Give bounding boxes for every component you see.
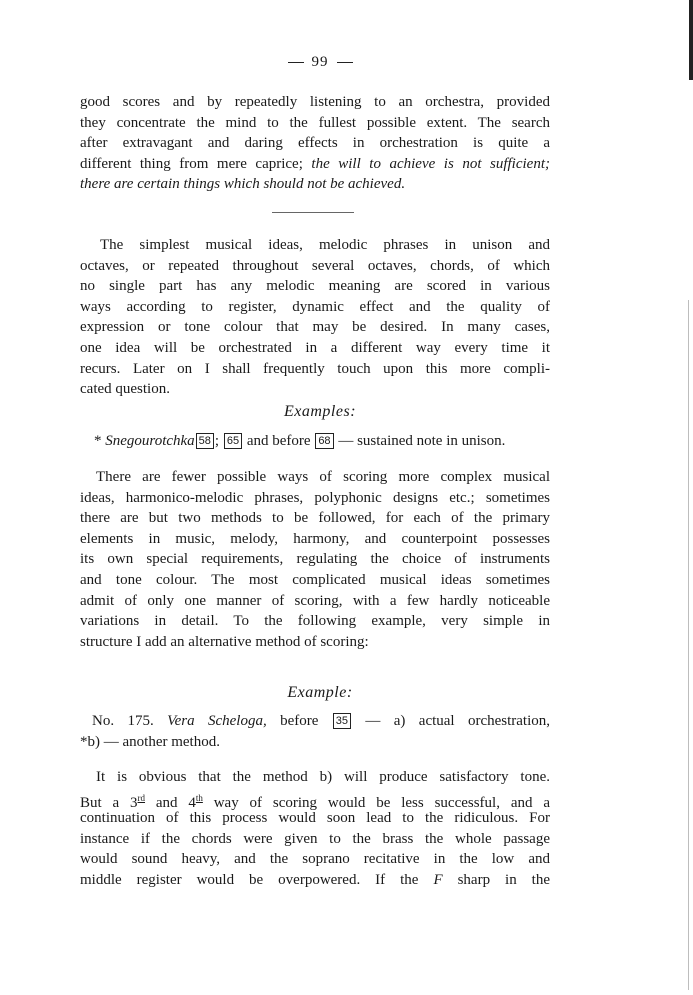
example-reference (80, 431, 550, 452)
text-line: No. 175. Vera Scheloga, before 35 — a) actual orchestration, (92, 713, 551, 729)
text-line: ideas, harmonico-melodic phrases, polyphonic designs etc.; sometimes (80, 489, 550, 506)
text-line: variations in detail. To the following example, very simple in (80, 613, 550, 630)
paragraph-2 (80, 235, 550, 400)
section-divider (272, 212, 354, 213)
text-line: and tone colour. The most complicated musical ideas sometimes (80, 571, 550, 588)
text-line: recurs. Later on I shall frequently touch upon this more compli- (80, 360, 550, 377)
text-line: would sound heavy, and the soprano recitative in the low and (80, 851, 550, 868)
text-line: It is obvious that the method b) will produce satisfactory tone. (96, 769, 550, 785)
text-line: There are fewer possible ways of scoring more complex musical (96, 469, 550, 485)
example-heading: Example: (287, 684, 353, 701)
example-no175 (80, 711, 550, 752)
text-line: good scores and by repeatedly listening to an orchestra, provided (80, 94, 550, 110)
text-line: different thing from mere caprice; the will to achieve is not sufficient; (80, 155, 550, 172)
text-line: middle register would be overpowered. If the F sharp in the (80, 871, 550, 888)
text-line: its own special requirements, regulating the choice of instruments (80, 551, 550, 568)
rehearsal-number: 58 (196, 433, 214, 449)
text-line: one idea will be orchestrated in a different way every time it (80, 339, 550, 356)
text-line: But a 3rd and 4th way of scoring would be less successful, and a (80, 792, 550, 811)
paragraph-4 (80, 767, 550, 891)
text-line: instance if the chords were given to the brass the whole passage (80, 830, 550, 847)
text-line: no single part has any melodic meaning are scored in various (80, 278, 550, 295)
text-line: there are certain things which should not be achieved. (80, 176, 406, 193)
text-line: continuation of this process would soon lead to the ridiculous. For (80, 810, 550, 827)
text-line: after extravagant and daring effects in orchestration is quite a (80, 135, 550, 152)
text-line: The simplest musical ideas, melodic phrases in unison and (100, 237, 550, 253)
text-line: they concentrate the mind to the fullest possible extent. The search (80, 114, 550, 131)
text-line: elements in music, melody, harmony, and counterpoint possesses (80, 530, 550, 547)
binding-mark (689, 0, 693, 80)
paragraph-3 (80, 467, 550, 652)
examples-heading: Examples: (283, 403, 357, 420)
text-line: there are but two methods to be followed, for each of the primary (80, 510, 550, 527)
page-edge (686, 0, 693, 995)
text-line: octaves, or repeated throughout several octaves, chords, of which (80, 257, 550, 274)
text-line: admit of only one manner of scoring, with a few hardly noticeable (80, 592, 550, 609)
page-number: 99 (0, 54, 640, 71)
text-line: expression or tone colour that may be desired. In many cases, (80, 319, 550, 336)
edge-line (688, 300, 689, 990)
rehearsal-number: 35 (333, 713, 351, 729)
text-line: cated question. (80, 381, 170, 398)
text-line: structure I add an alternative method of scoring: (80, 633, 369, 650)
rehearsal-number: 65 (224, 433, 242, 449)
rehearsal-number: 68 (315, 433, 333, 449)
text-line: ways according to register, dynamic effect and the quality of (80, 298, 550, 315)
text-line: *b) — another method. (80, 733, 220, 750)
paragraph-1 (80, 92, 550, 195)
text-line: * Snegourotchka 58 ; 65 and before 68 — sustained note in unison. (94, 433, 506, 449)
